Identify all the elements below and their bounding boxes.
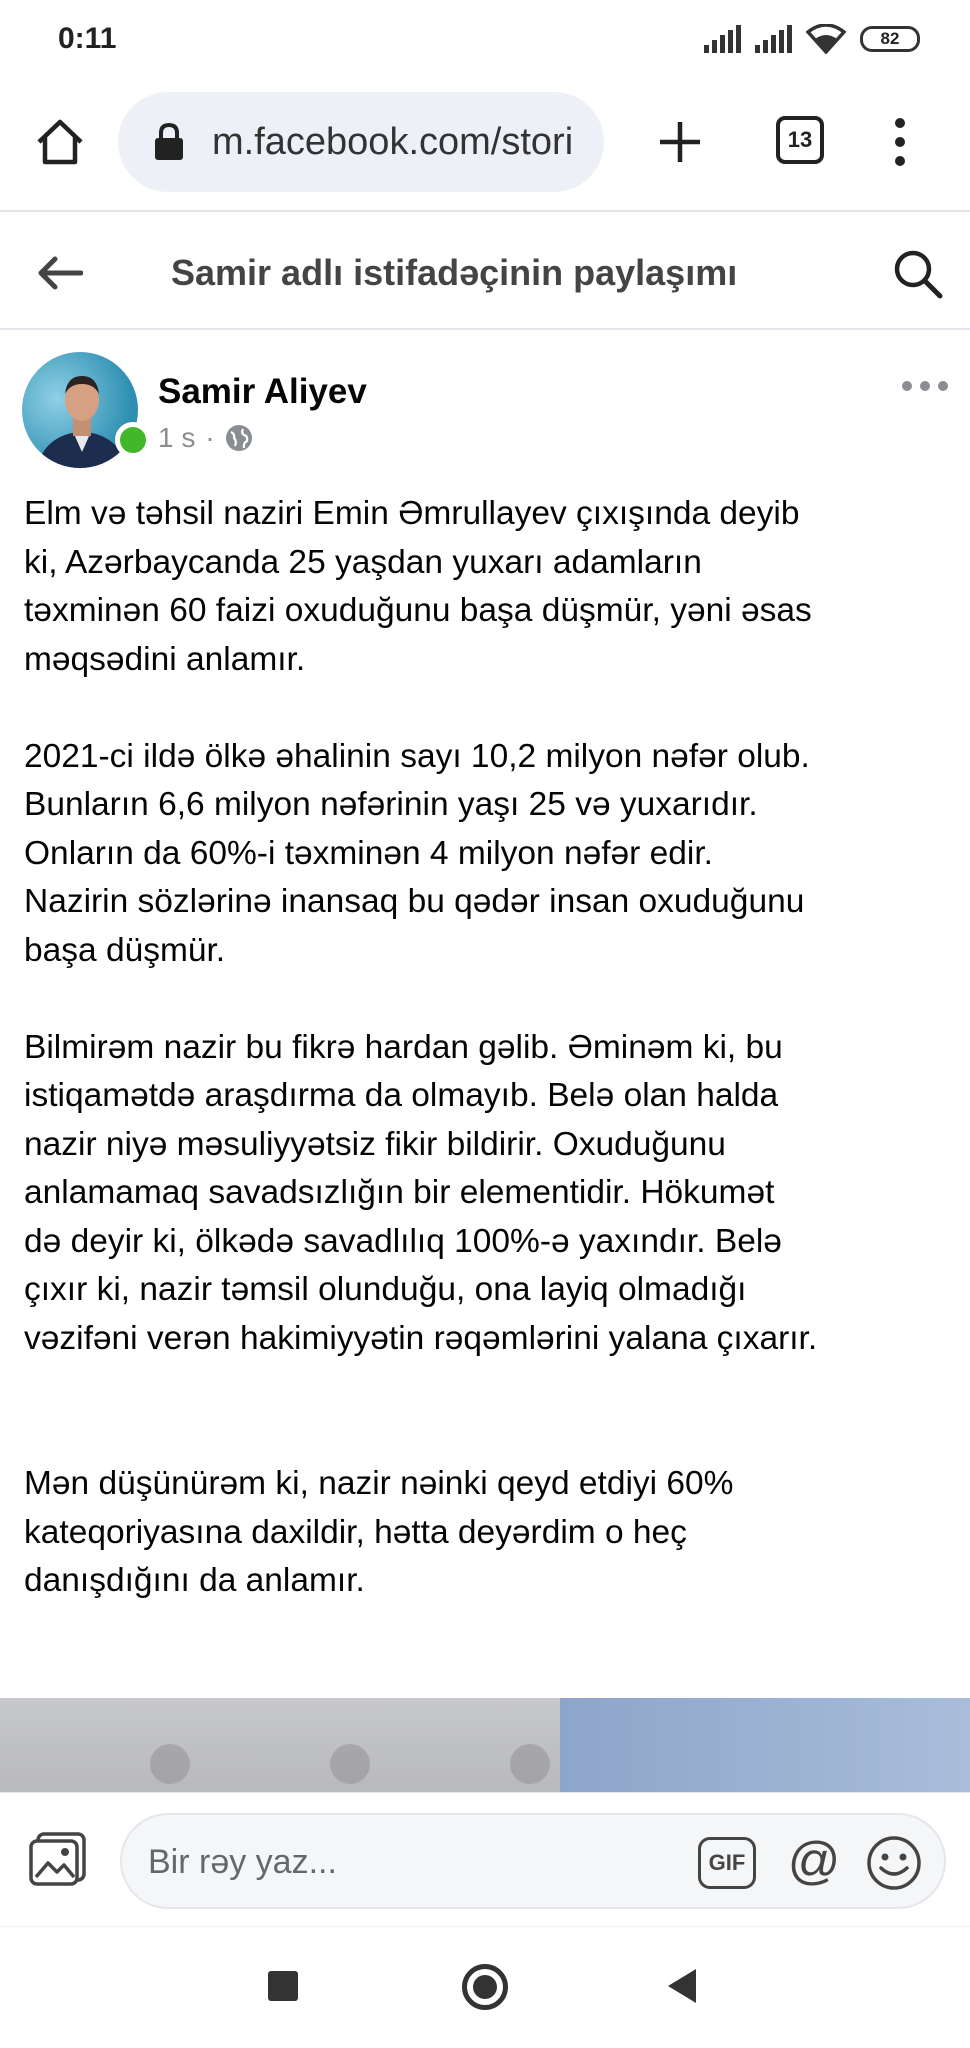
system-back-button[interactable] bbox=[668, 1969, 696, 2003]
arrow-left-icon bbox=[37, 256, 83, 290]
post-time[interactable]: 1 s bbox=[158, 422, 196, 453]
post-options-button[interactable] bbox=[902, 376, 948, 396]
post-paragraph: 2021-ci ildə ölkə əhalinin sayı 10,2 milyon nəfər olub. Bunların 6,6 milyon nəfərinin yaşı 25 və yuxarıdır. Onların da 60%-i təxminən 4 milyon nəfər edir. Nazirin sözlərinə inansaq bu qədər insan oxuduğunu başa düşmür. bbox=[24, 737, 810, 969]
comment-input[interactable] bbox=[120, 1813, 946, 1909]
photo-icon[interactable] bbox=[28, 1831, 88, 1887]
post-image[interactable] bbox=[0, 1698, 970, 1793]
meta-separator: · bbox=[205, 422, 215, 453]
post-text bbox=[24, 490, 954, 1606]
gif-button[interactable]: GIF bbox=[698, 1837, 756, 1889]
home-button[interactable] bbox=[30, 112, 90, 172]
status-time: 0:11 bbox=[58, 22, 117, 55]
comment-bar bbox=[0, 1792, 970, 1926]
signal-icon-2 bbox=[755, 25, 792, 53]
comment-placeholder: Bir rəy yaz... bbox=[148, 1843, 337, 1881]
browser-toolbar bbox=[0, 82, 970, 212]
tab-switcher-button[interactable]: 13 bbox=[776, 116, 824, 164]
page-title: Samir adlı istifadəçinin paylaşımı bbox=[171, 252, 738, 293]
home-icon bbox=[35, 118, 85, 166]
system-home-button[interactable] bbox=[462, 1964, 508, 2010]
lock-icon bbox=[152, 122, 186, 162]
signal-icon bbox=[704, 25, 741, 53]
browser-menu-button[interactable] bbox=[880, 112, 920, 172]
mention-button[interactable]: @ bbox=[787, 1832, 841, 1890]
author-name[interactable]: Samir Aliyev bbox=[158, 372, 367, 411]
image-background bbox=[560, 1698, 970, 1793]
url-text: m.facebook.com/stori bbox=[212, 120, 574, 163]
dot-icon bbox=[938, 381, 948, 391]
image-emblem bbox=[330, 1744, 370, 1784]
emoji-icon[interactable] bbox=[864, 1833, 924, 1893]
status-icons bbox=[704, 24, 920, 54]
new-tab-button[interactable] bbox=[650, 112, 710, 172]
post-header bbox=[0, 346, 970, 476]
plus-icon bbox=[658, 120, 702, 164]
post-paragraph: Mən düşünürəm ki, nazir nəinki qeyd etdiyi 60% kateqoriyasına daxildir, hətta deyərdim o heç danışdığını da anlamır. bbox=[24, 1465, 734, 1599]
dot-icon bbox=[895, 137, 905, 147]
dot-icon bbox=[920, 381, 930, 391]
dot-icon bbox=[895, 156, 905, 166]
back-button[interactable] bbox=[30, 246, 90, 300]
system-nav-bar bbox=[0, 1926, 970, 2048]
recent-apps-button[interactable] bbox=[268, 1971, 298, 2001]
status-bar bbox=[0, 0, 970, 82]
post-meta bbox=[158, 422, 253, 454]
address-bar[interactable] bbox=[118, 92, 604, 192]
post-paragraph: Bilmirəm nazir bu fikrə hardan gəlib. Əminəm ki, bu istiqamətdə araşdırma da olmayıb. Belə olan halda nazir niyə məsuliyyətsiz fikir bildirir. Oxuduğunu anlamamaq savadsızlığın bir elementidir. Hökumət də deyir ki, ölkədə savadlılıq 100%-ə yaxındır. Belə çıxır ki, nazir təmsil olunduğu, ona layiq olmadığı vəzifəni verən hakimiyyətin rəqəmlərini yalana çıxarır. bbox=[24, 1028, 818, 1357]
wifi-icon bbox=[806, 24, 846, 54]
online-status-dot bbox=[115, 422, 151, 458]
home-dot-icon bbox=[473, 1975, 497, 1999]
globe-icon bbox=[225, 424, 253, 452]
dot-icon bbox=[902, 381, 912, 391]
image-emblem bbox=[510, 1744, 550, 1784]
image-emblem bbox=[150, 1744, 190, 1784]
post-paragraph: Elm və təhsil naziri Emin Əmrullayev çıxışında deyib ki, Azərbaycanda 25 yaşdan yuxarı adamların təxminən 60 faizi oxuduğunu başa düşmür, yəni əsas məqsədini anlamır. bbox=[24, 495, 812, 678]
battery-icon: 82 bbox=[860, 26, 920, 52]
search-icon[interactable] bbox=[890, 246, 946, 302]
page-header bbox=[0, 214, 970, 330]
dot-icon bbox=[895, 118, 905, 128]
